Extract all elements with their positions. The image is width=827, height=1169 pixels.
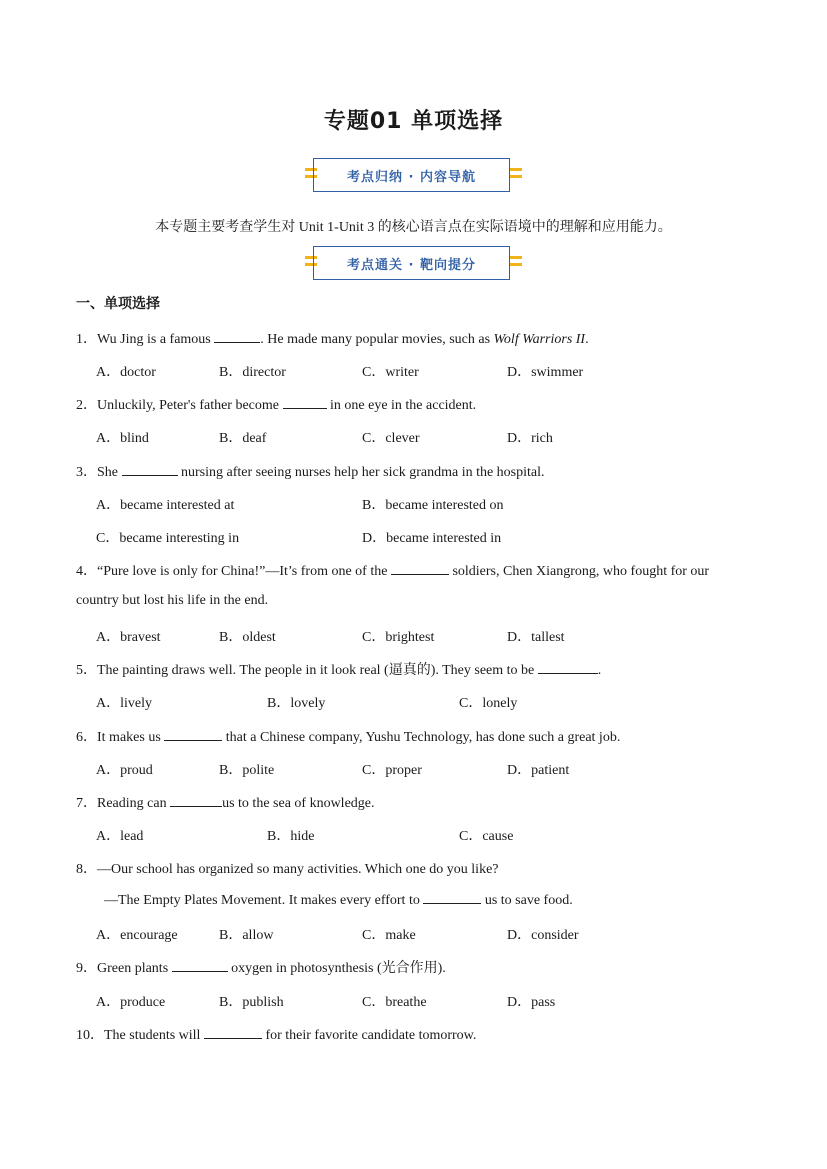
option-c: C．became interesting in <box>96 531 240 546</box>
banner-practice <box>305 246 522 282</box>
option-a: A．proud <box>96 763 153 778</box>
option-d: D．patient <box>507 763 570 778</box>
option-a: A．lead <box>96 829 144 844</box>
question-8: 8．—Our school has organized so many activities. Which one do you like? <box>76 862 499 877</box>
answer-blank <box>538 661 598 674</box>
question-7: 7．Reading can us to the sea of knowledge. <box>76 796 375 811</box>
answer-blank <box>204 1026 262 1039</box>
question-6: 6．It makes us that a Chinese company, Yushu Technology, has done such a great job. <box>76 730 621 745</box>
option-d: D．rich <box>507 431 553 446</box>
question-5: 5．The painting draws well. The people in it look real (逼真的). They seem to be . <box>76 663 602 678</box>
option-b: B．oldest <box>219 630 276 645</box>
question-3: 3．She nursing after seeing nurses help her sick grandma in the hospital. <box>76 465 545 480</box>
option-d: D．tallest <box>507 630 565 645</box>
option-b: B．became interested on <box>362 498 504 513</box>
answer-blank <box>172 959 228 972</box>
answer-blank <box>164 728 222 741</box>
question-8-response: —The Empty Plates Movement. It makes every effort to us to save food. <box>104 893 573 908</box>
option-b: B．polite <box>219 763 275 778</box>
option-a: A．doctor <box>96 365 156 380</box>
option-a: A．bravest <box>96 630 161 645</box>
answer-blank <box>214 330 260 343</box>
answer-blank <box>283 396 327 409</box>
answer-blank <box>391 562 449 575</box>
answer-blank <box>170 794 222 807</box>
option-d: D．consider <box>507 928 579 943</box>
option-c: C．clever <box>362 431 420 446</box>
question-1: 1．Wu Jing is a famous . He made many popular movies, such as Wolf Warriors II. <box>76 332 589 347</box>
option-b: B．allow <box>219 928 274 943</box>
answer-blank <box>423 891 481 904</box>
option-d: D．pass <box>507 995 556 1010</box>
intro-text: 本专题主要考查学生对 Unit 1-Unit 3 的核心语言点在实际语境中的理解和应用能力。 <box>155 220 672 235</box>
option-c: C．lonely <box>459 696 518 711</box>
option-c: C．proper <box>362 763 422 778</box>
option-d: D．became interested in <box>362 531 502 546</box>
banner-navigation-label: 考点归纳 · 内容导航 <box>313 158 510 192</box>
option-a: A．lively <box>96 696 152 711</box>
option-a: A．became interested at <box>96 498 235 513</box>
option-c: C．brightest <box>362 630 435 645</box>
option-b: B．publish <box>219 995 284 1010</box>
banner-practice-label: 考点通关 · 靶向提分 <box>313 246 510 280</box>
option-b: B．lovely <box>267 696 326 711</box>
answer-blank <box>122 463 178 476</box>
banner-navigation <box>305 158 522 194</box>
page-title: 专题01 单项选择 <box>323 109 504 134</box>
option-a: A．blind <box>96 431 149 446</box>
question-10: 10．The students will for their favorite candidate tomorrow. <box>76 1028 477 1043</box>
option-a: A．encourage <box>96 928 178 943</box>
option-d: D．swimmer <box>507 365 584 380</box>
option-a: A．produce <box>96 995 166 1010</box>
question-2: 2．Unluckily, Peter's father become in one eye in the accident. <box>76 398 477 413</box>
option-c: C．make <box>362 928 416 943</box>
option-b: B．director <box>219 365 286 380</box>
option-c: C．writer <box>362 365 419 380</box>
option-c: C．breathe <box>362 995 427 1010</box>
question-9: 9．Green plants oxygen in photosynthesis (光合作用). <box>76 961 446 976</box>
option-b: B．deaf <box>219 431 267 446</box>
question-4: 4．“Pure love is only for China!”—It’s from one of the soldiers, Chen Xiangrong, who fought for our <box>76 564 710 579</box>
question-4-continued: country but lost his life in the end. <box>76 593 269 608</box>
section-heading: 一、单项选择 <box>76 296 160 312</box>
option-c: C．cause <box>459 829 514 844</box>
option-b: B．hide <box>267 829 315 844</box>
